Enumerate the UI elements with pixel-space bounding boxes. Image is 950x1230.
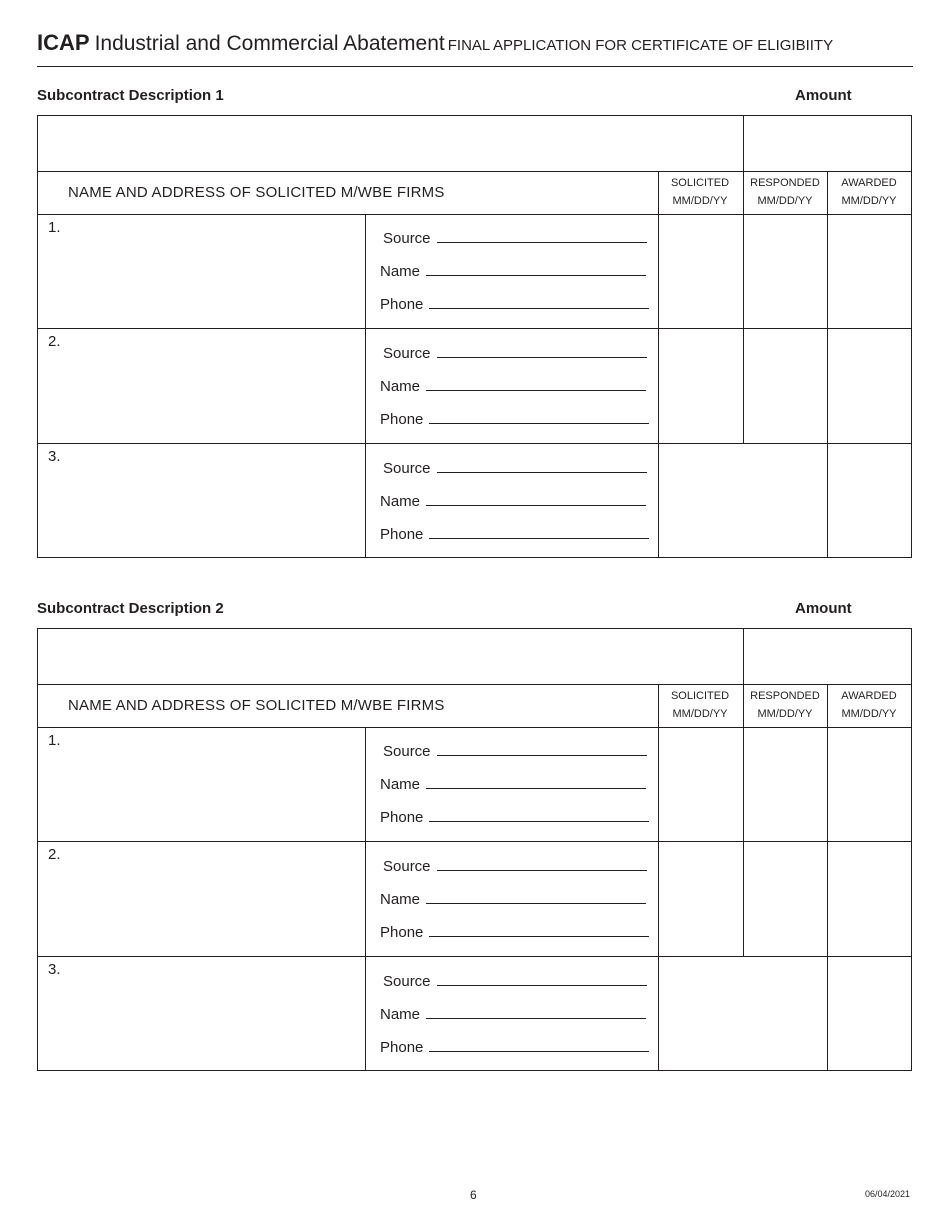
source-field[interactable]: Source [383,973,647,990]
source-field[interactable]: Source [383,460,647,477]
section-2-title: Subcontract Description 2 [37,600,224,617]
phone-field[interactable]: Phone [380,924,649,941]
column-header-name-address: NAME AND ADDRESS OF SOLICITED M/WBE FIRMS [68,697,445,714]
row-number: 2. [48,846,61,863]
column-header-responded: RESPONDED MM/DD/YY [750,690,820,720]
name-field[interactable]: Name [380,776,646,793]
document-title: FINAL APPLICATION FOR CERTIFICATE OF ELIGIBIITY [447,37,834,54]
page-header [37,30,913,67]
column-header-awarded: AWARDED MM/DD/YY [841,690,897,720]
amount-input[interactable] [744,629,912,684]
name-field[interactable]: Name [380,263,646,280]
phone-field[interactable]: Phone [380,809,649,826]
column-header-name-address: NAME AND ADDRESS OF SOLICITED M/WBE FIRMS [68,184,445,201]
name-field[interactable]: Name [380,378,646,395]
section-2-table [37,628,912,1071]
column-header-awarded: AWARDED MM/DD/YY [841,177,897,207]
column-header-solicited: SOLICITED MM/DD/YY [670,690,730,720]
source-field[interactable]: Source [383,230,647,247]
phone-field[interactable]: Phone [380,296,649,313]
source-field[interactable]: Source [383,743,647,760]
phone-field[interactable]: Phone [380,526,649,543]
description-input[interactable] [38,629,743,684]
name-field[interactable]: Name [380,493,646,510]
amount-input[interactable] [744,116,912,171]
name-field[interactable]: Name [380,891,646,908]
row-number: 3. [48,961,61,978]
column-header-solicited: SOLICITED MM/DD/YY [670,177,730,207]
phone-field[interactable]: Phone [380,411,649,428]
source-field[interactable]: Source [383,345,647,362]
section-1-amount-label: Amount [795,87,852,104]
section-1-title: Subcontract Description 1 [37,87,224,104]
description-input[interactable] [38,116,743,171]
phone-field[interactable]: Phone [380,1039,649,1056]
row-number: 3. [48,448,61,465]
program-title: Industrial and Commercial Abatement [94,32,445,55]
row-number: 2. [48,333,61,350]
row-number: 1. [48,219,61,236]
page-number: 6 [470,1188,477,1202]
section-2-amount-label: Amount [795,600,852,617]
name-field[interactable]: Name [380,1006,646,1023]
row-number: 1. [48,732,61,749]
column-header-responded: RESPONDED MM/DD/YY [750,177,820,207]
source-field[interactable]: Source [383,858,647,875]
brand-title: ICAP [37,30,90,55]
section-1-table [37,115,912,558]
revision-date: 06/04/2021 [865,1189,911,1199]
